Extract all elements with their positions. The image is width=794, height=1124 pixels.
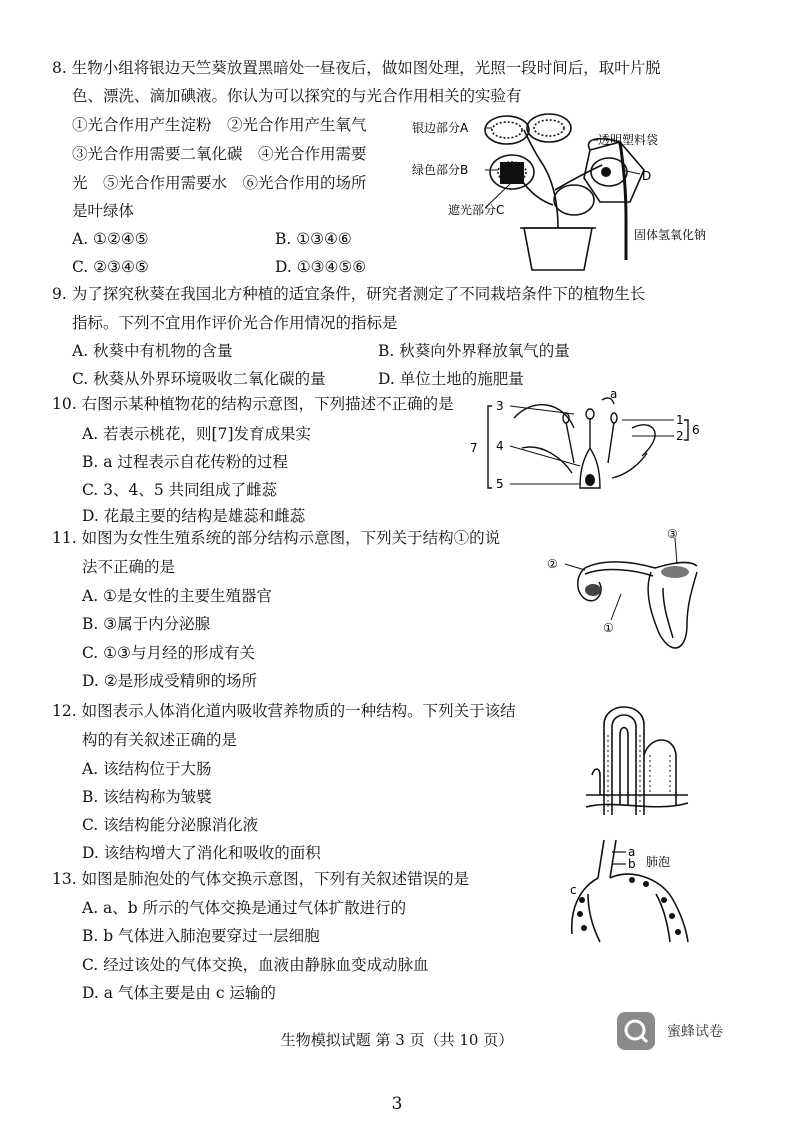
q8-option-a: A. ①②④⑤ [72,230,149,248]
q11-label-1: ① [603,621,614,635]
q11-stem-line1: 11. 如图为女性生殖系统的部分结构示意图，下列关于结构①的说 [52,529,501,547]
q11-option-b: B. ③属于内分泌腺 [82,615,211,633]
q10-option-c: C. 3、4、5 共同组成了雌蕊 [82,481,278,499]
q8-label-shaded-part: 遮光部分C [448,203,505,217]
shade-patch-shape [500,162,524,184]
q10-label-5: 5 [496,477,504,491]
q12-villus-figure [584,695,690,823]
q9-option-d: D. 单位土地的施肥量 [378,370,524,388]
q8-option-b: B. ①③④⑥ [275,230,352,248]
q8-label-plastic-bag: 透明塑料袋 [598,133,659,147]
q12-option-a: A. 该结构位于大肠 [82,760,212,778]
brand-logo [617,1012,763,1050]
q13-option-c: C. 经过该处的气体交换，血液由静脉血变成动脉血 [82,956,429,974]
q13-alveolus-figure [560,838,700,948]
q13-label-c: c [570,883,577,897]
q10-label-4: 4 [496,439,504,453]
q9-option-c: C. 秋葵从外界环境吸收二氧化碳的量 [72,370,326,388]
q9-stem-line2: 指标。下列不宜用作评价光合作用情况的指标是 [72,314,398,332]
q13-option-d: D. a 气体主要是由 c 运输的 [82,984,276,1002]
villus-outer-shape [604,707,644,815]
q11-stem-line2: 法不正确的是 [82,558,176,576]
q9-option-b: B. 秋葵向外界释放氧气的量 [378,342,570,360]
brace-6-shape [684,420,688,440]
q13-label-b: b [628,857,636,871]
q10-flower-figure [462,388,702,500]
q13-option-b: B. b 气体进入肺泡要穿过一层细胞 [82,927,320,945]
q11-option-d: D. ②是形成受精卵的场所 [82,672,258,690]
q10-label-1: 1 [676,413,684,427]
bee-exam-logo-icon [617,1012,655,1050]
q11-label-2: ② [547,557,558,571]
q8-item-line3: ①光合作用产生淀粉 ②光合作用产生氧气 [72,116,367,134]
page-footer: 生物模拟试题 第 3 页（共 10 页） [280,1031,514,1049]
q8-item-line4: ③光合作用需要二氧化碳 ④光合作用需要 [72,145,367,163]
plant-stem-shape [524,130,558,228]
page-number: 3 [391,1094,403,1114]
q10-label-3: 3 [496,399,504,413]
q8-item-line6: 是叶绿体 [72,202,135,220]
q12-stem-line1: 12. 如图表示人体消化道内吸收营养物质的一种结构。下列关于该结 [52,702,516,720]
q8-label-silver-edge: 银边部分A [412,121,469,135]
plastic-bag-shape [584,142,644,202]
q8-option-d: D. ①③④⑤⑥ [275,258,367,276]
q13-option-a: A. a、b 所示的气体交换是通过气体扩散进行的 [82,899,407,917]
q11-reproductive-figure [545,528,715,658]
q10-label-a: a [610,387,618,401]
q11-option-a: A. ①是女性的主要生殖器官 [82,587,272,605]
q8-label-naoh: 固体氢氧化钠 [634,228,707,242]
q9-stem-line1: 9. 为了探究秋葵在我国北方种植的适宜条件，研究者测定了不同栽培条件下的植物生长 [52,285,646,303]
q8-geranium-figure [412,110,732,275]
q10-label-6: 6 [692,423,700,437]
q13-label-alveolus: 肺泡 [646,855,671,869]
q10-option-a: A. 若表示桃花，则[7]发育成果实 [82,425,312,443]
q12-option-c: C. 该结构能分泌腺消化液 [82,816,259,834]
q10-stem: 10. 右图示某种植物花的结构示意图，下列描述不正确的是 [52,395,454,413]
q8-option-c: C. ②③④⑤ [72,258,149,276]
petal-left-shape [514,405,574,428]
q12-option-d: D. 该结构增大了消化和吸收的面积 [82,844,321,862]
q13-stem: 13. 如图是肺泡处的气体交换示意图，下列有关叙述错误的是 [52,870,470,888]
q11-label-3: ③ [667,527,678,541]
q9-option-a: A. 秋葵中有机物的含量 [72,342,233,360]
q10-label-2: 2 [676,429,684,443]
q10-option-d: D. 花最主要的结构是雄蕊和雌蕊 [82,507,306,525]
q10-label-7: 7 [470,441,478,455]
q10-option-b: B. a 过程表示自花传粉的过程 [82,453,288,471]
q12-stem-line2: 构的有关叙述正确的是 [82,731,238,749]
q8-item-line5: 光 ⑤光合作用需要水 ⑥光合作用的场所 [72,174,367,192]
brace-7-shape [488,406,492,488]
q8-stem-line2: 色、漂洗、滴加碘液。你认为可以探究的与光合作用相关的实验有 [72,87,522,105]
q13-label-a: a [628,845,636,859]
q12-option-b: B. 该结构称为皱襞 [82,788,212,806]
flower-pot-shape [524,228,592,270]
bronchiole-shape [598,840,604,878]
brand-logo-text: 蜜蜂试卷 [667,1024,723,1040]
petal-right-shape [632,425,655,456]
q8-stem-line1: 8. 生物小组将银边天竺葵放置黑暗处一昼夜后，做如图处理，光照一段时间后，取叶片脱 [52,59,661,77]
ovary-mark-shape [585,584,601,596]
q8-label-green-part: 绿色部分B [412,163,469,177]
q11-option-c: C. ①③与月经的形成有关 [82,644,255,662]
q8-label-d: D [642,169,652,183]
